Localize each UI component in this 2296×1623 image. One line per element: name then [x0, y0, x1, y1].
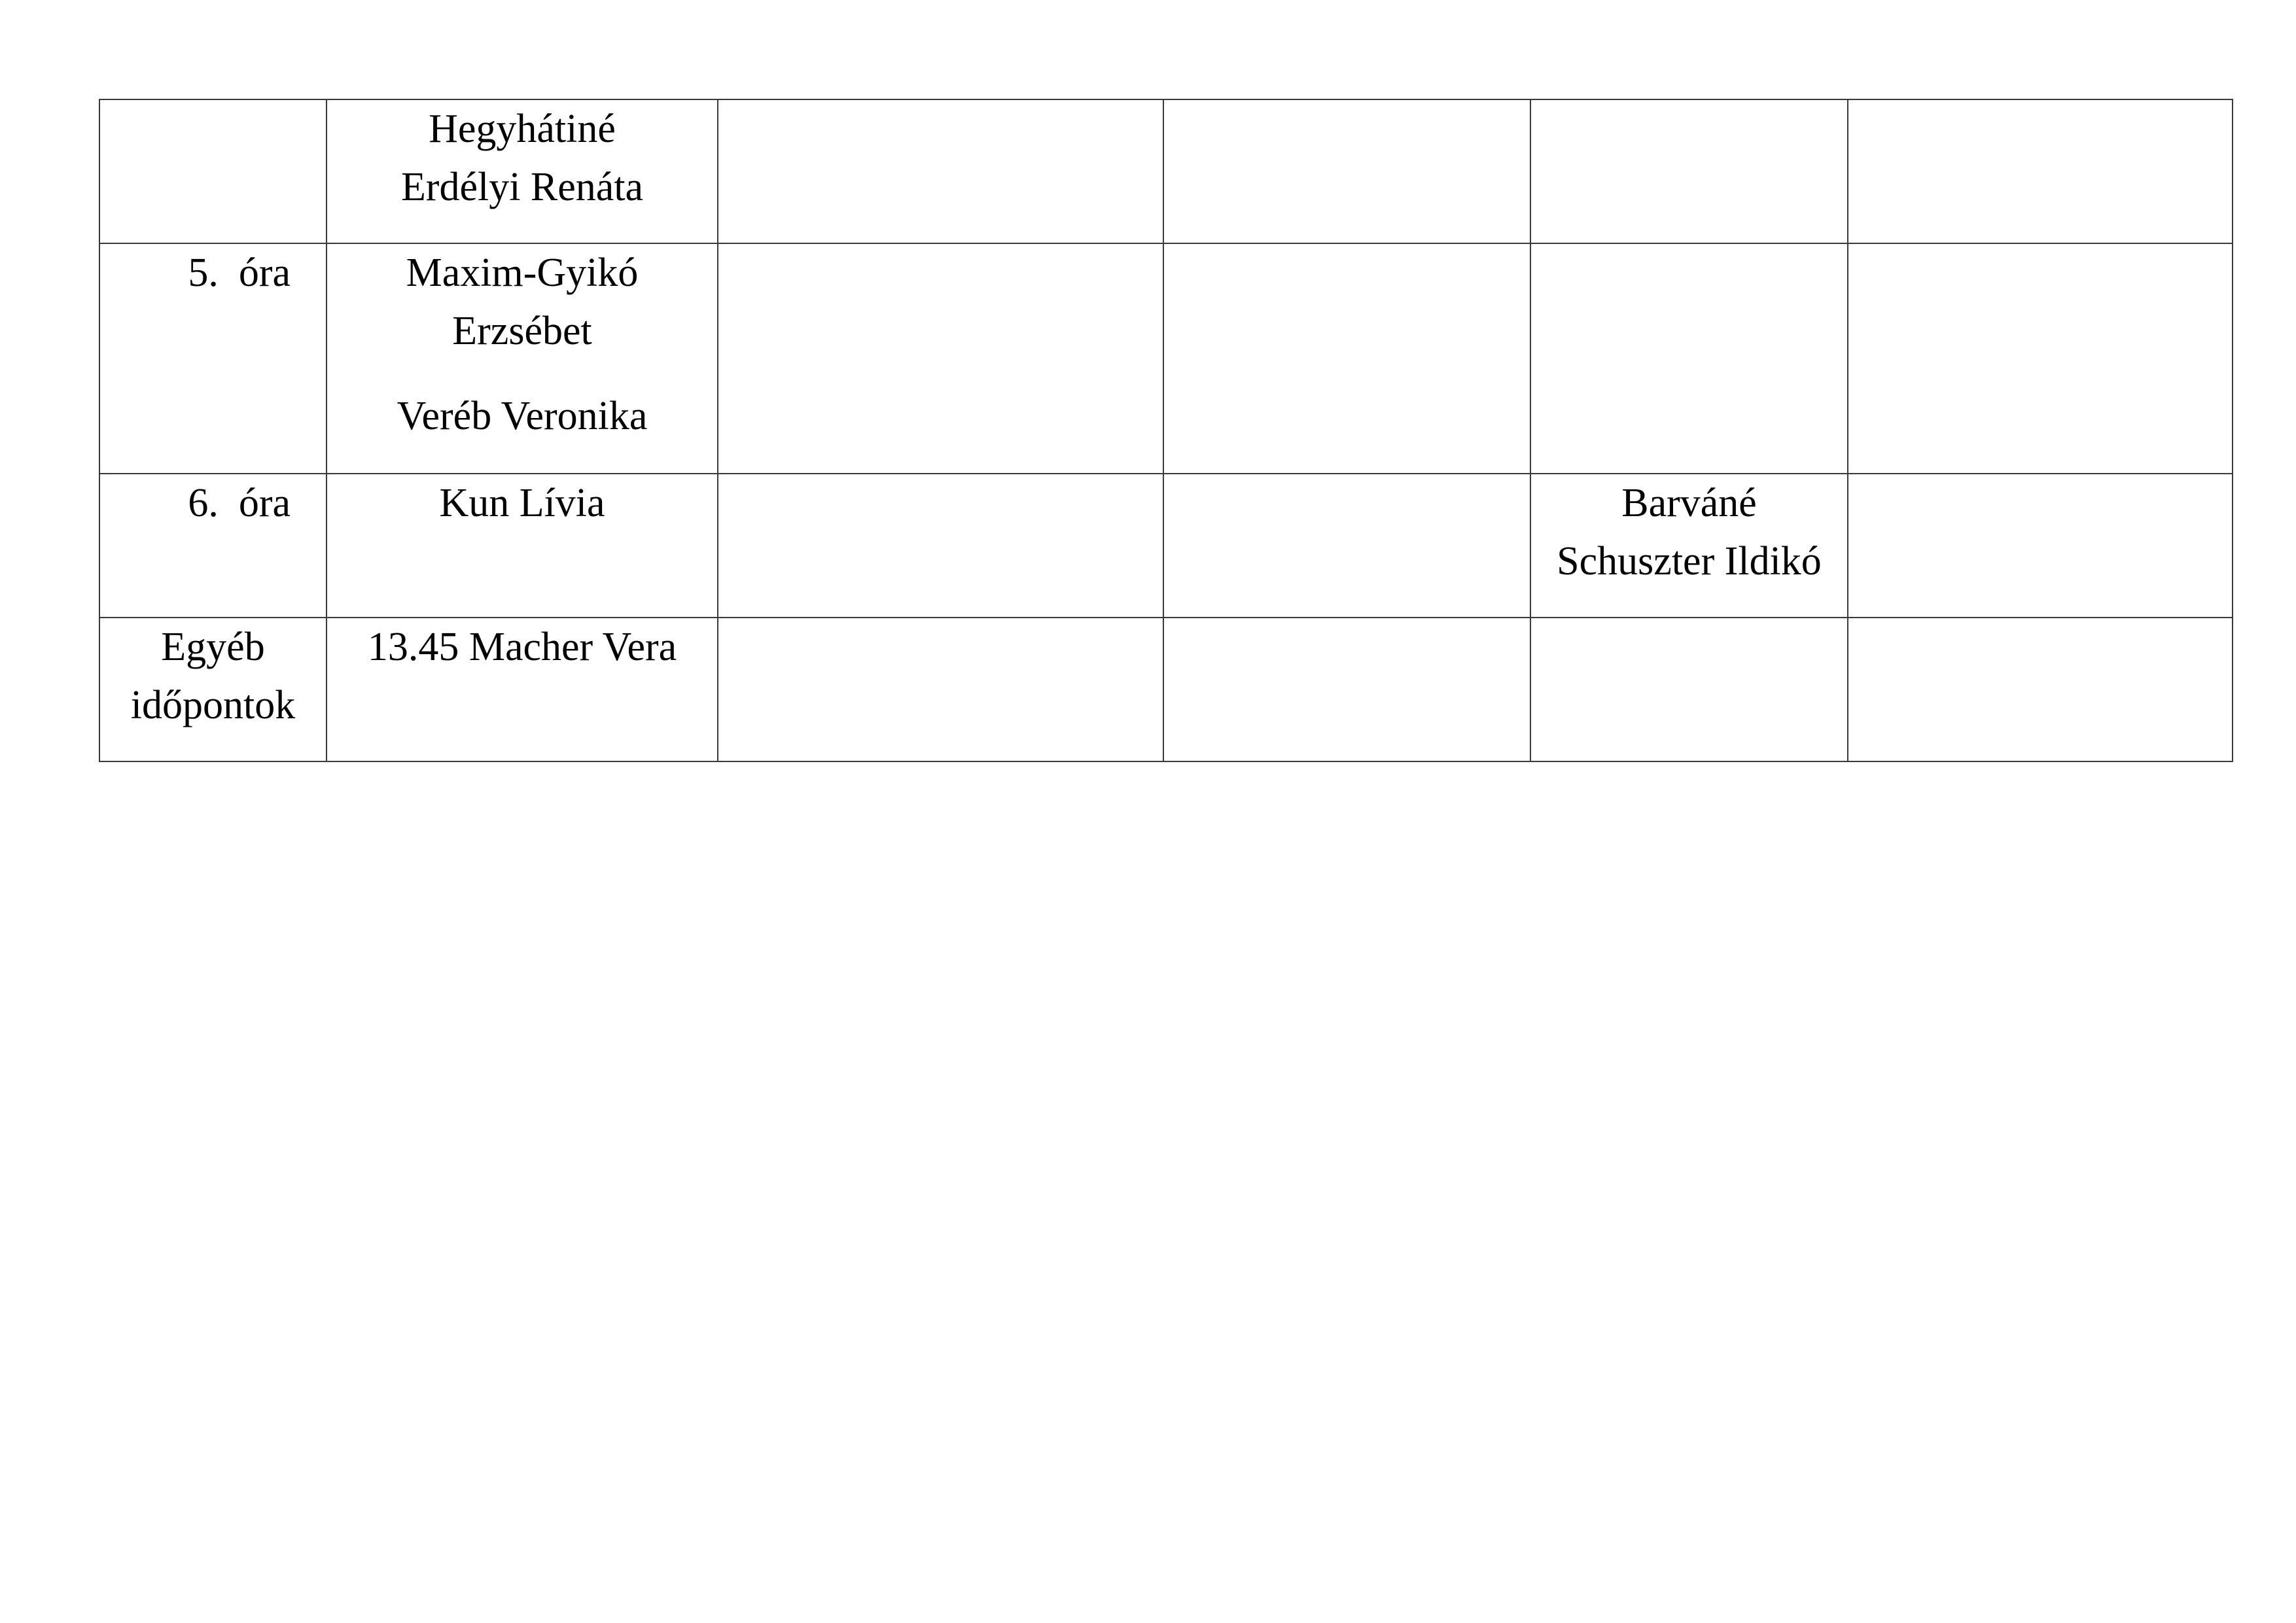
- hour-label: 5. óra: [188, 251, 291, 295]
- row-label-cell: [99, 99, 327, 243]
- teacher-name-line: Erzsébet: [452, 309, 592, 353]
- teacher-name-line: Hegyhátiné: [429, 107, 616, 151]
- schedule-cell: [1848, 99, 2233, 243]
- schedule-cell: [1163, 618, 1530, 761]
- hour-label: 6. óra: [188, 481, 291, 525]
- schedule-cell: [718, 618, 1163, 761]
- teacher-name-line: Erdélyi Renáta: [400, 165, 644, 209]
- schedule-cell: [327, 474, 718, 618]
- schedule-cell: [1163, 99, 1530, 243]
- schedule-cell: [1848, 618, 2233, 761]
- row-label-cell: [99, 474, 327, 618]
- schedule-cell: [1848, 243, 2233, 474]
- paragraph-gap: [332, 360, 712, 387]
- schedule-cell: [1530, 243, 1848, 474]
- row-label-cell: [99, 243, 327, 474]
- schedule-cell: [1848, 474, 2233, 618]
- schedule-cell: [327, 618, 718, 761]
- consultation-schedule-table: [99, 99, 2233, 762]
- schedule-cell: [1530, 474, 1848, 618]
- table-row: [99, 474, 2233, 618]
- teacher-name-line: 13.45 Macher Vera: [367, 625, 677, 669]
- teacher-name-line: Kun Lívia: [439, 481, 605, 525]
- teacher-name-line: Schuszter Ildikó: [1557, 539, 1822, 584]
- schedule-cell: [1163, 474, 1530, 618]
- schedule-cell: [327, 243, 718, 474]
- table-row: [99, 99, 2233, 243]
- schedule-cell: [1530, 99, 1848, 243]
- table-row: [99, 618, 2233, 761]
- schedule-cell: [718, 474, 1163, 618]
- teacher-name-line: Barváné: [1621, 481, 1757, 525]
- teacher-name-line: Veréb Veronika: [397, 394, 648, 438]
- teacher-name-line: Maxim-Gyikó: [406, 251, 639, 295]
- row-label-line: Egyéb: [161, 625, 265, 669]
- schedule-cell: [327, 99, 718, 243]
- schedule-cell: [1530, 618, 1848, 761]
- row-label-line: időpontok: [130, 683, 296, 727]
- row-label-cell: [99, 618, 327, 761]
- schedule-cell: [1163, 243, 1530, 474]
- schedule-cell: [718, 99, 1163, 243]
- table-row: [99, 243, 2233, 474]
- schedule-cell: [718, 243, 1163, 474]
